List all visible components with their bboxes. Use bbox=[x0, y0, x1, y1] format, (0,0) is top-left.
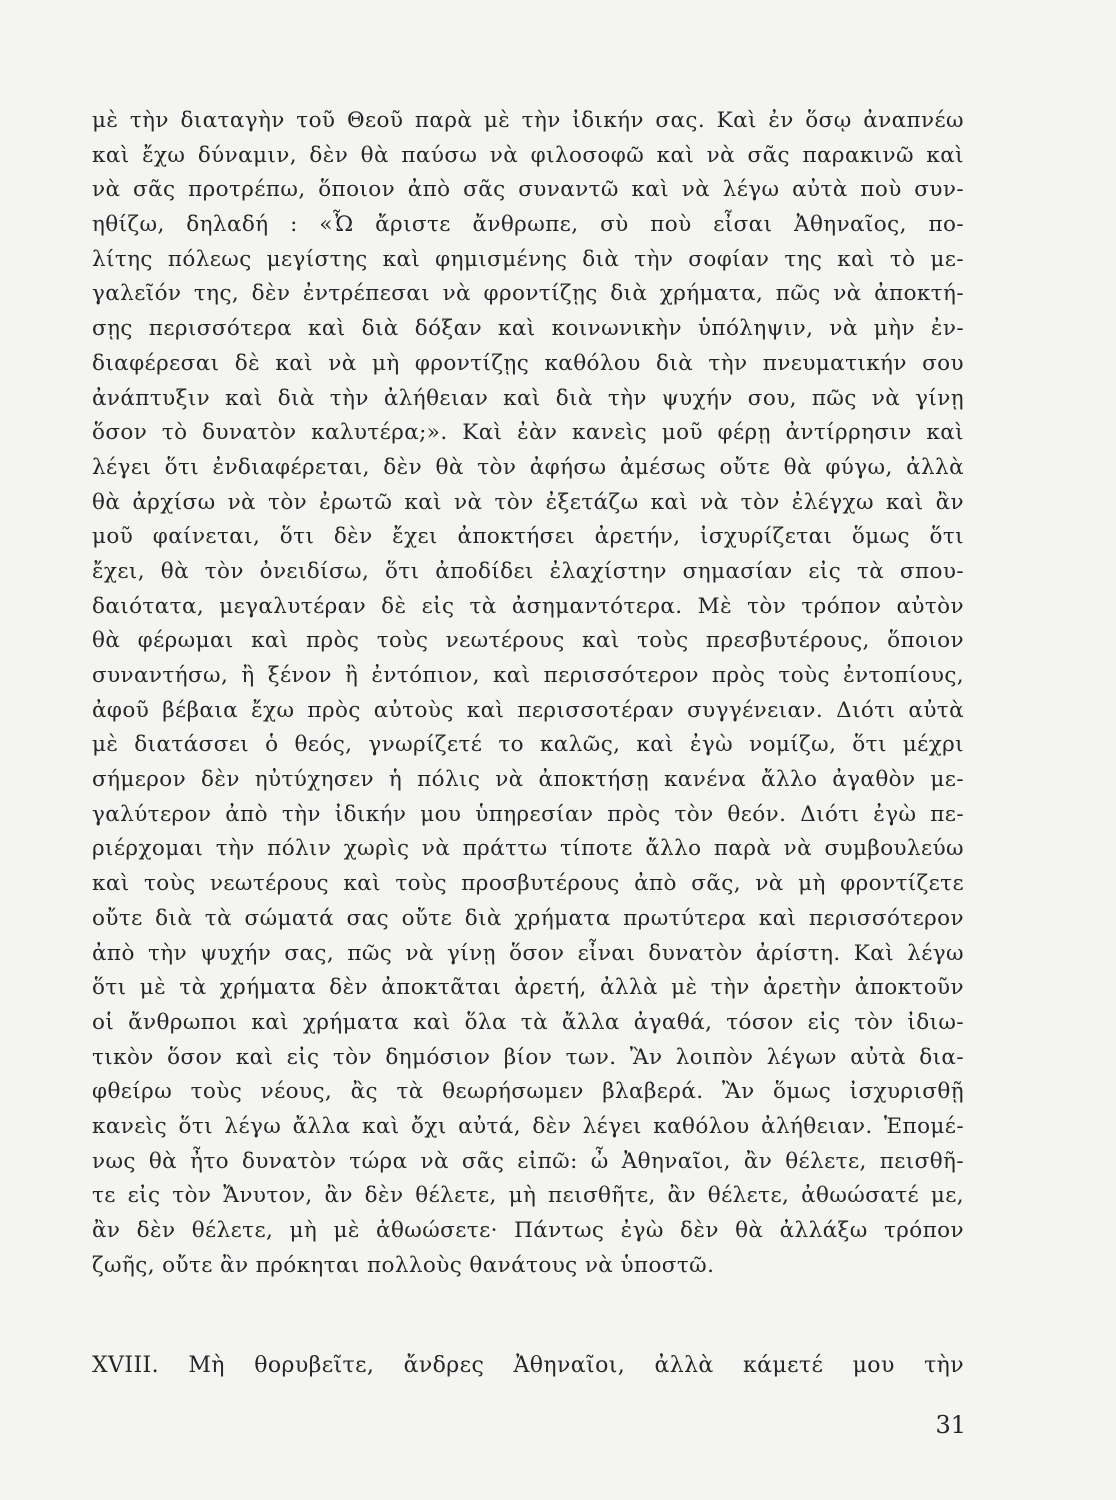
text-line: νως θὰ ἦτο δυνατὸν τώρα νὰ σᾶς εἰπῶ: ὦ Ἀθηναῖοι, ἂν θέλετε, πεισθῆ- bbox=[92, 1148, 964, 1174]
text-line: ζωῆς, οὔτε ἂν πρόκηται πολλοὺς θανάτους νὰ ὑποστῶ. bbox=[92, 1252, 715, 1278]
text-line: ἀνάπτυξιν καὶ διὰ τὴν ἀλήθειαν καὶ διὰ τὴν ψυχήν σου, πῶς νὰ γίνῃ bbox=[92, 385, 964, 411]
text-line: ἔχει, θὰ τὸν ὀνειδίσω, ὅτι ἀποδίδει ἐλαχίστην σημασίαν εἰς τὰ σπου- bbox=[92, 558, 964, 584]
text-line: λέγει ὅτι ἐνδιαφέρεται, δὲν θὰ τὸν ἀφήσω ἀμέσως οὔτε θὰ φύγω, ἀλλὰ bbox=[92, 454, 964, 480]
text-line: ἂν δὲν θέλετε, μὴ μὲ ἀθωώσετε· Πάντως ἐγὼ δὲν θὰ ἀλλάξω τρόπον bbox=[92, 1218, 964, 1243]
text-line: οἱ ἄνθρωποι καὶ χρήματα καὶ ὅλα τὰ ἄλλα ἀγαθά, τόσον εἰς τὸν ἰδιω- bbox=[92, 1009, 964, 1035]
text-line: ὅσον τὸ δυνατὸν καλυτέρα;». Καὶ ἐὰν κανεὶς μοῦ φέρῃ ἀντίρρησιν καὶ bbox=[92, 420, 964, 446]
text-line: συναντήσω, ἢ ξένον ἢ ἐντόπιον, καὶ περισσότερον πρὸς τοὺς ἐντοπίους, bbox=[92, 663, 964, 688]
text-line: σῃς περισσότερα καὶ διὰ δόξαν καὶ κοινωνικὴν ὑπόληψιν, νὰ μὴν ἐν- bbox=[92, 316, 964, 342]
text-line: λίτης πόλεως μεγίστης καὶ φημισμένης διὰ τὴν σοφίαν της καὶ τὸ με- bbox=[92, 246, 964, 272]
section-heading-line: XVIII. Μὴ θορυβεῖτε, ἄνδρες Ἀθηναῖοι, ἀλλὰ κάμετέ μου τὴν bbox=[92, 1353, 964, 1378]
text-line: θὰ φέρωμαι καὶ πρὸς τοὺς νεωτέρους καὶ τοὺς πρεσβυτέρους, ὅποιον bbox=[92, 628, 964, 654]
text-line: διαφέρεσαι δὲ καὶ νὰ μὴ φροντίζῃς καθόλου διὰ τὴν πνευματικήν σου bbox=[92, 350, 964, 376]
text-line: τε εἰς τὸν Ἄνυτον, ἂν δὲν θέλετε, μὴ πεισθῆτε, ἂν θέλετε, ἀθωώσατέ με, bbox=[92, 1183, 964, 1209]
text-line: δαιότατα, μεγαλυτέραν δὲ εἰς τὰ ἀσημαντότερα. Μὲ τὸν τρόπον αὐτὸν bbox=[92, 593, 964, 619]
page-number: 31 bbox=[935, 1411, 966, 1439]
text-line: μοῦ φαίνεται, ὅτι δὲν ἔχει ἀποκτήσει ἀρετήν, ἰσχυρίζεται ὅμως ὅτι bbox=[92, 524, 964, 550]
text-line: κανεὶς ὅτι λέγω ἄλλα καὶ ὄχι αὐτά, δὲν λέγει καθόλου ἀλήθειαν. Ἑπομέ- bbox=[92, 1113, 964, 1139]
text-line: γαλύτερον ἀπὸ τὴν ἰδικήν μου ὑπηρεσίαν πρὸς τὸν θεόν. Διότι ἐγὼ πε- bbox=[92, 801, 964, 827]
text-line: οὔτε διὰ τὰ σώματά σας οὔτε διὰ χρήματα πρωτύτερα καὶ περισσότερον bbox=[92, 905, 964, 931]
text-line: ἀφοῦ βέβαια ἔχω πρὸς αὐτοὺς καὶ περισσοτέραν συγγένειαν. Διότι αὐτὰ bbox=[92, 697, 964, 723]
text-line: γαλεῖόν της, δὲν ἐντρέπεσαι νὰ φροντίζῃς διὰ χρήματα, πῶς νὰ ἀποκτή- bbox=[92, 281, 964, 307]
text-line: ηθίζω, δηλαδή : «Ὦ ἄριστε ἄνθρωπε, σὺ ποὺ εἶσαι Ἀθηναῖος, πο- bbox=[92, 212, 964, 238]
text-line: ριέρχομαι τὴν πόλιν χωρὶς νὰ πράττω τίποτε ἄλλο παρὰ νὰ συμβουλεύω bbox=[92, 836, 964, 862]
text-line: καὶ τοὺς νεωτέρους καὶ τοὺς προσβυτέρους ἀπὸ σᾶς, νὰ μὴ φροντίζετε bbox=[92, 871, 964, 897]
text-line: καὶ ἔχω δύναμιν, δὲν θὰ παύσω νὰ φιλοσοφῶ καὶ νὰ σᾶς παρακινῶ καὶ bbox=[92, 142, 964, 168]
body-paragraph bbox=[92, 104, 964, 1283]
text-line: θὰ ἀρχίσω νὰ τὸν ἐρωτῶ καὶ νὰ τὸν ἐξετάζω καὶ νὰ τὸν ἐλέγχω καὶ ἂν bbox=[92, 489, 964, 515]
text-line: ὅτι μὲ τὰ χρήματα δὲν ἀποκτᾶται ἀρετή, ἀλλὰ μὲ τὴν ἀρετὴν ἀποκτοῦν bbox=[92, 975, 964, 1001]
text-line: ἀπὸ τὴν ψυχήν σας, πῶς νὰ γίνῃ ὅσον εἶναι δυνατὸν ἀρίστη. Καὶ λέγω bbox=[92, 940, 964, 966]
text-line: σήμερον δὲν ηὐτύχησεν ἡ πόλις νὰ ἀποκτήσῃ κανένα ἄλλο ἀγαθὸν με- bbox=[92, 767, 964, 793]
text-line: μὲ διατάσσει ὁ θεός, γνωρίζετέ το καλῶς, καὶ ἐγὼ νομίζω, ὅτι μέχρι bbox=[92, 732, 964, 758]
text-line: τικὸν ὅσον καὶ εἰς τὸν δημόσιον βίον των. Ἂν λοιπὸν λέγων αὐτὰ δια- bbox=[92, 1044, 964, 1070]
text-line: νὰ σᾶς προτρέπω, ὅποιον ἀπὸ σᾶς συναντῶ καὶ νὰ λέγω αὐτὰ ποὺ συν- bbox=[92, 177, 964, 203]
text-line: φθείρω τοὺς νέους, ἂς τὰ θεωρήσωμεν βλαβερά. Ἂν ὅμως ἰσχυρισθῇ bbox=[92, 1079, 964, 1105]
text-line: μὲ τὴν διαταγὴν τοῦ Θεοῦ παρὰ μὲ τὴν ἰδικήν σας. Καὶ ἐν ὅσῳ ἀναπνέω bbox=[92, 108, 964, 133]
